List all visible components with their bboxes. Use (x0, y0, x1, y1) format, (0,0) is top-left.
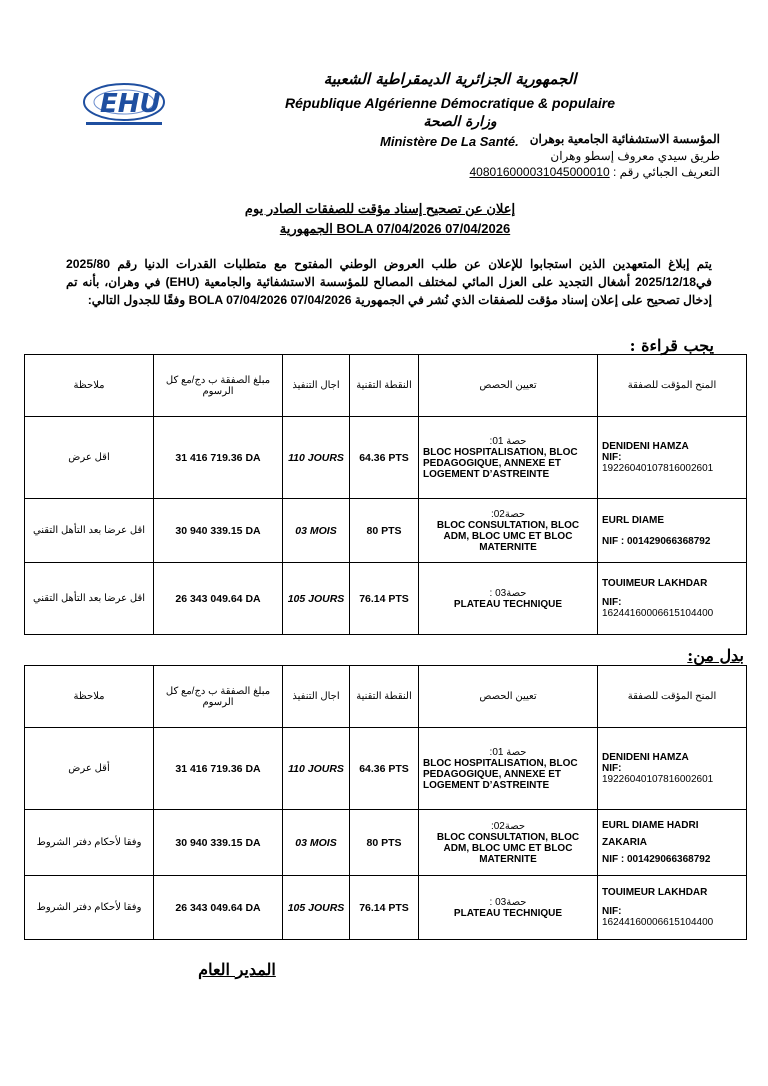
table-row (25, 499, 747, 563)
cell-delay: 105 JOURS (283, 563, 350, 635)
attributaire-nif: 19226040107816002601 (602, 463, 714, 474)
cell-amount: 26 343 049.64 DA (154, 876, 283, 940)
cell-amount: 31 416 719.36 DA (154, 417, 283, 499)
attributaire-name: TOUIMEUR LAKHDAR (602, 887, 708, 898)
cell-lot (419, 417, 598, 499)
lot-title: حصة03 : (489, 587, 527, 599)
header-ministry-fr: Ministère De La Santé. (380, 134, 519, 149)
lot-description: BLOC CONSULTATION, BLOC ADM, BLOC UMC ET BLOC MATERNITE (436, 519, 580, 553)
cell-lot (419, 728, 598, 810)
attributaire-name: EURL DIAME (602, 514, 665, 526)
lot-description: PLATEAU TECHNIQUE (453, 598, 563, 610)
table-row (25, 417, 747, 499)
cell-delay: 105 JOURS (283, 876, 350, 940)
table-header-row (25, 666, 747, 728)
lot-title: حصة 01: (489, 746, 527, 758)
original-table (24, 665, 747, 940)
cell-amount: 26 343 049.64 DA (154, 563, 283, 635)
col-amount: مبلغ الصفقة ب دج/مع كل الرسوم (154, 355, 283, 417)
lot-title: حصة02: (490, 508, 526, 520)
cell-remark: وفقا لأحكام دفتر الشروط (25, 810, 154, 876)
establishment-name: المؤسسة الاستشفائية الجامعية بوهران (529, 132, 720, 146)
cell-points: 76.14 PTS (350, 876, 419, 940)
lot-title: حصة03 : (489, 896, 527, 908)
col-amount: مبلغ الصفقة ب دج/مع كل الرسوم (154, 666, 283, 728)
lot-title: حصة 01: (489, 435, 527, 447)
col-lots: تعيين الحصص (419, 355, 598, 417)
attributaire-name: DENIDENI HAMZA (602, 441, 689, 452)
nif-value: 408016000031045000010 (469, 165, 610, 179)
announcement-subtitle: 07/04/2026 BOLA 07/04/2026 الجمهورية (279, 221, 511, 236)
cell-amount: 31 416 719.36 DA (154, 728, 283, 810)
col-attributaire: المنح المؤقت للصفقة (598, 355, 747, 417)
col-points: النقطة التقنية (350, 355, 419, 417)
logo-text: EHU (100, 89, 161, 119)
header-ministry-ar: وزارة الصحة (423, 114, 497, 130)
cell-points: 76.14 PTS (350, 563, 419, 635)
attributaire-name-cont: ZAKARIA (602, 837, 647, 848)
ehu-logo (78, 76, 170, 134)
cell-remark: اقل عرضا بعد التأهل التقني (25, 563, 154, 635)
header-republic-fr: République Algérienne Démocratique & populaire (284, 95, 616, 111)
cell-lot (419, 563, 598, 635)
col-points: النقطة التقنية (350, 666, 419, 728)
col-attributaire: المنح المؤقت للصفقة (598, 666, 747, 728)
cell-delay: 110 JOURS (283, 728, 350, 810)
col-lots: تعيين الحصص (419, 666, 598, 728)
cell-amount: 30 940 339.15 DA (154, 499, 283, 563)
nif-label: التعريف الجبائي رقم : (613, 165, 720, 179)
section-instead-of: بدل من: (687, 646, 744, 665)
cell-lot (419, 876, 598, 940)
cell-points: 64.36 PTS (350, 417, 419, 499)
cell-lot (419, 499, 598, 563)
col-delay: اجال التنفيذ (283, 355, 350, 417)
attributaire-name: DENIDENI HAMZA (602, 752, 689, 763)
cell-remark: وفقا لأحكام دفتر الشروط (25, 876, 154, 940)
cell-points: 64.36 PTS (350, 728, 419, 810)
attributaire-nif-label: NIF: (602, 906, 622, 917)
cell-remark: أقل عرض (25, 728, 154, 810)
attributaire-nif: NIF : 001429066368792 (602, 535, 711, 547)
director-general-signature: المدير العام (198, 960, 276, 979)
header-republic-ar: الجمهورية الجزائرية الديمقراطية الشعبية (323, 70, 577, 88)
cell-attributaire (598, 876, 747, 940)
cell-delay: 03 MOIS (283, 499, 350, 563)
table-header-row (25, 355, 747, 417)
lot-description: BLOC HOSPITALISATION, BLOC PEDAGOGIQUE, ANNEXE ET LOGEMENT D’ASTREINTE (423, 446, 578, 480)
cell-points: 80 PTS (350, 499, 419, 563)
cell-attributaire (598, 563, 747, 635)
lot-description: BLOC CONSULTATION, BLOC ADM, BLOC UMC ET BLOC MATERNITE (436, 831, 580, 865)
attributaire-nif-label: NIF: (602, 452, 622, 463)
lot-title: حصة02: (490, 820, 526, 832)
section-should-read: يجب قراءة : (629, 336, 714, 355)
attributaire-nif: 19226040107816002601 (602, 774, 714, 785)
ehu-logo-graphic (78, 76, 170, 134)
cell-points: 80 PTS (350, 810, 419, 876)
cell-lot (419, 810, 598, 876)
attributaire-nif-label: NIF: (602, 597, 622, 608)
col-remark: ملاحظة (25, 355, 154, 417)
cell-delay: 110 JOURS (283, 417, 350, 499)
cell-remark: اقل عرضا بعد التأهل التقني (25, 499, 154, 563)
attributaire-nif-label: NIF: (602, 763, 622, 774)
cell-delay: 03 MOIS (283, 810, 350, 876)
table-row (25, 876, 747, 940)
attributaire-nif: 16244160006615104400 (602, 917, 714, 928)
table-row (25, 728, 747, 810)
table-row (25, 810, 747, 876)
cell-remark: اقل عرض (25, 417, 154, 499)
table-row (25, 563, 747, 635)
attributaire-nif: NIF : 001429066368792 (602, 854, 711, 865)
col-remark: ملاحظة (25, 666, 154, 728)
announcement-body: يتم إبلاغ المتعهدين الذين استجابوا للإعلان عن طلب العروض الوطني المفتوح مع متطلبات القدرات الدنيا رقم 2025/80 في2025/12/18 أشغال التجديد على العزل المائي لمختلف المصالح للمؤسسة الاستشفائية والجامعية (EHU) في وهران، بأنه تم إدخال تصحيح على إعلان إسناد مؤقت للصفقات الذي نُشر في الجمهورية 07/04/2026 BOLA 07/04/2026 وفقًا للجدول التالي: (66, 257, 712, 307)
corrected-table (24, 354, 747, 635)
establishment-address: طريق سيدي معروف إسطو وهران (550, 149, 720, 163)
lot-description: BLOC HOSPITALISATION, BLOC PEDAGOGIQUE, ANNEXE ET LOGEMENT D’ASTREINTE (423, 757, 578, 791)
col-delay: اجال التنفيذ (283, 666, 350, 728)
cell-attributaire (598, 728, 747, 810)
lot-description: PLATEAU TECHNIQUE (453, 907, 563, 919)
attributaire-name: EURL DIAME HADRI (602, 820, 699, 831)
attributaire-nif: 16244160006615104400 (602, 608, 714, 619)
cell-attributaire (598, 417, 747, 499)
establishment-nif (460, 165, 720, 179)
cell-attributaire (598, 810, 747, 876)
attributaire-name: TOUIMEUR LAKHDAR (602, 578, 708, 589)
cell-amount: 30 940 339.15 DA (154, 810, 283, 876)
cell-attributaire (598, 499, 747, 563)
announcement-title: إعلان عن تصحيح إسناد مؤقت للصفقات الصادر يوم (244, 201, 516, 216)
